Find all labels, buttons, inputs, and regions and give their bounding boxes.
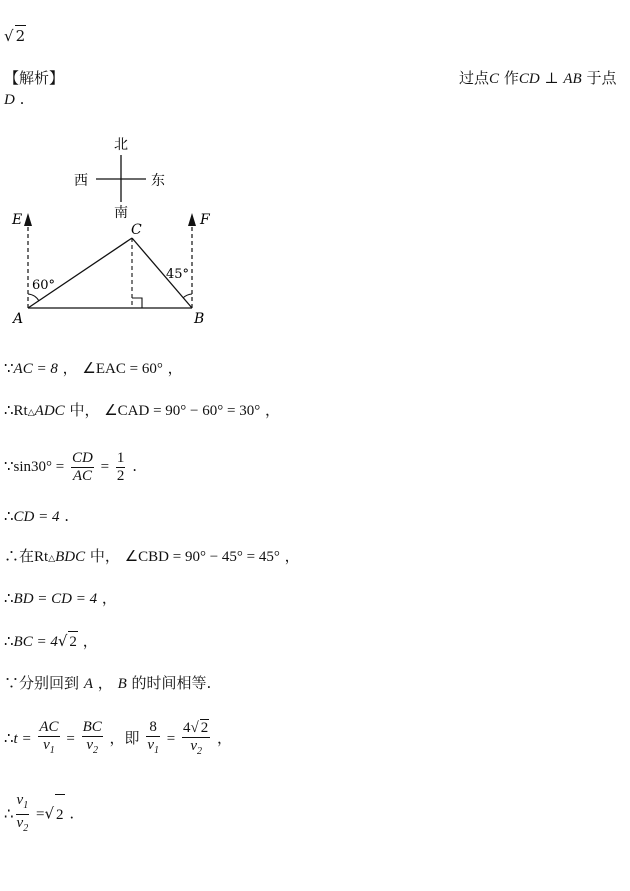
step3-fraction-1 <box>71 450 94 485</box>
step8-point-b: B <box>117 676 127 692</box>
step3-lhs: sin30° = <box>13 459 65 475</box>
step9-d2: v <box>86 737 93 753</box>
step6-end: ， <box>101 589 117 607</box>
step10-fraction <box>16 792 30 837</box>
therefore-symbol: ∴ <box>4 401 14 419</box>
step2-triangle: ADC <box>34 403 65 419</box>
step9-fraction-1 <box>38 719 59 759</box>
step10-radicand: 2 <box>55 794 65 835</box>
angle-arc-b <box>183 294 192 298</box>
label-e: E <box>12 212 23 228</box>
segment-ac-line <box>28 238 132 308</box>
angle-arc-a <box>28 294 39 301</box>
step10-eq: = <box>36 806 45 823</box>
step8-text-d: 的时间相等. <box>131 674 212 692</box>
perp-symbol: ⊥ <box>544 69 559 87</box>
step5-mid: 中， <box>89 547 120 565</box>
label-a: A <box>13 311 24 327</box>
step7-end: ， <box>82 632 98 650</box>
step9-mid: ，即 <box>109 729 140 747</box>
arrow-e-icon <box>24 213 32 226</box>
step9-d3: v <box>147 737 154 753</box>
because-symbol: ∵ <box>4 457 14 475</box>
radical-sign: √ <box>44 804 55 823</box>
step-7 <box>4 631 98 652</box>
step1-expr: AC = 8 <box>13 361 58 377</box>
step8-sep: ， <box>97 674 113 692</box>
step2-expr: ∠CAD = 90° − 60° = 30° <box>104 403 261 419</box>
step-1 <box>4 358 183 379</box>
angle-label-a: 60° <box>32 278 56 293</box>
radical-sign: √ <box>4 27 14 45</box>
segment-cd: CD <box>518 71 540 87</box>
triangle-icon: △ <box>27 408 35 418</box>
step-9 <box>4 718 232 760</box>
right-angle-mark <box>132 298 142 308</box>
step9-d3-sub: 1 <box>154 745 159 756</box>
step9-n4-radicand: 2 <box>200 719 209 736</box>
segment-ab: AB <box>563 71 582 87</box>
step-4 <box>4 506 69 527</box>
step9-end: ， <box>217 729 233 747</box>
label-c: C <box>131 222 142 238</box>
analysis-tag: 【解析】 <box>4 69 65 87</box>
step10-n: v <box>16 792 24 808</box>
step9-d1-sub: 1 <box>49 745 55 756</box>
angle-label-b: 45° <box>166 267 190 282</box>
step3-end: . <box>132 457 137 475</box>
answer-radicand: 2 <box>15 27 26 45</box>
step8-text-a: 分别回到 <box>19 674 80 692</box>
step-5 <box>4 546 300 569</box>
step5-end: ， <box>284 547 300 565</box>
step2-mid: 中， <box>69 401 100 419</box>
step9-t: t = <box>13 731 32 747</box>
step8-point-a: A <box>83 676 93 692</box>
radical-sign: √ <box>190 719 199 736</box>
step4-end: . <box>64 507 70 525</box>
radical-sign: √ <box>57 632 68 650</box>
step-10 <box>4 792 74 837</box>
step-8 <box>4 673 211 694</box>
point-c: C <box>489 71 500 87</box>
step3-den2: 2 <box>116 467 125 484</box>
step4-expr: CD = 4 <box>13 509 60 525</box>
step3-den: AC <box>72 467 93 484</box>
step9-eq2: = <box>166 731 176 747</box>
intro-period: . <box>19 90 25 108</box>
step-2 <box>4 400 280 423</box>
step1-sep: ， <box>62 359 78 377</box>
label-f: F <box>200 212 210 228</box>
step9-d2-sub: 2 <box>93 745 98 756</box>
step-6 <box>4 588 117 609</box>
intro-text-g: 于点 <box>586 69 617 87</box>
step10-end: . <box>69 804 75 823</box>
step3-num2: 1 <box>116 449 125 466</box>
geometry-figure <box>0 130 240 330</box>
step1-expr2: ∠EAC = 60° <box>82 361 163 377</box>
step9-eq: = <box>66 731 75 747</box>
intro-text-a: 过点 <box>459 69 490 87</box>
step-3 <box>4 446 137 487</box>
step5-expr: ∠CBD = 90° − 45° = 45° <box>124 549 280 565</box>
step3-eq: = <box>100 459 110 475</box>
triangle-icon: △ <box>48 554 56 564</box>
step9-n4: 4 <box>183 719 191 736</box>
arrow-f-icon <box>188 213 196 226</box>
analysis-intro-cont <box>4 89 24 110</box>
point-d: D <box>4 92 15 108</box>
step10-d-sub: 2 <box>23 823 29 834</box>
step7-expr: BC = 4 <box>13 634 58 650</box>
compass-rose <box>74 137 165 221</box>
therefore-symbol: ∴ <box>4 632 14 650</box>
step2-end: ， <box>265 401 281 419</box>
therefore-symbol: ∴ <box>4 729 14 747</box>
step10-d: v <box>16 815 24 831</box>
step9-fraction-3 <box>146 719 160 759</box>
step9-n3: 8 <box>146 719 160 737</box>
step9-n2: BC <box>82 719 102 735</box>
compass-south: 南 <box>114 205 128 221</box>
step9-n1: AC <box>39 719 59 735</box>
because-symbol: ∵ <box>4 359 14 377</box>
therefore-in: ∴在 <box>4 547 35 565</box>
therefore-symbol: ∴ <box>4 589 14 607</box>
intro-text-c: 作 <box>503 69 519 87</box>
answer-line <box>4 25 26 46</box>
step9-d4: v <box>190 737 197 754</box>
step6-expr: BD = CD = 4 <box>13 591 98 607</box>
step9-fraction-4 <box>182 719 210 760</box>
step2-rt: Rt <box>13 403 28 419</box>
step10-n-sub: 1 <box>23 800 29 811</box>
step7-radicand: 2 <box>68 631 78 652</box>
compass-north: 北 <box>114 137 128 153</box>
step3-fraction-2 <box>116 450 126 485</box>
step5-triangle: BDC <box>55 549 86 565</box>
therefore-symbol: ∴ <box>4 507 14 525</box>
therefore-symbol: ∴ <box>4 804 14 823</box>
step9-d1: v <box>43 737 50 753</box>
step9-fraction-2 <box>82 719 103 759</box>
step1-end: ， <box>167 359 183 377</box>
label-b: B <box>194 311 205 327</box>
step9-d4-sub: 2 <box>196 745 202 757</box>
compass-west: 西 <box>74 173 88 189</box>
step5-rt: Rt <box>34 549 49 565</box>
compass-east: 东 <box>151 173 165 189</box>
because-symbol: ∵ <box>4 674 20 692</box>
step3-num: CD <box>72 449 93 466</box>
analysis-intro <box>459 68 616 89</box>
